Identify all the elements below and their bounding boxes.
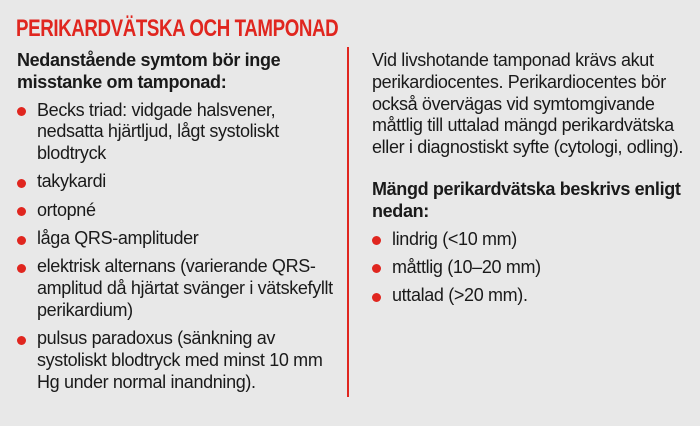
list-item bbox=[372, 257, 692, 279]
list-item-text: Becks triad: vidgade halsvener, nedsatta hjärtljud, lågt systoliskt blodtryck bbox=[37, 99, 279, 164]
list-item-text: lindrig (<10 mm) bbox=[392, 228, 517, 249]
list-item-text: elektrisk alternans (varierande QRS-amplitud då hjärtat svänger i vätskefyllt perikardium) bbox=[37, 256, 333, 320]
list-item bbox=[17, 228, 337, 250]
list-item bbox=[17, 100, 337, 165]
bullet-dot-icon bbox=[17, 107, 26, 116]
treatment-paragraph: Vid livshotande tamponad krävs akut perikardiocentes. Perikardiocentes bör också övervägas vid symtomgivande måttlig till uttalad mängd perikardvätska eller i diagnostiskt syfte (cytologi, odling). bbox=[372, 50, 684, 158]
bullet-dot-icon bbox=[372, 236, 381, 245]
box-title: PERIKARDVÄTSKA OCH TAMPONAD bbox=[16, 15, 339, 42]
list-item-text: uttalad (>20 mm). bbox=[392, 285, 528, 306]
bullet-dot-icon bbox=[372, 264, 381, 273]
list-item bbox=[17, 328, 337, 393]
bullet-dot-icon bbox=[17, 207, 26, 216]
volume-list bbox=[372, 229, 692, 307]
list-item bbox=[372, 229, 692, 251]
symptoms-lead: Nedanstående symtom bör inge misstanke om tamponad: bbox=[17, 50, 281, 92]
list-item-text: pulsus paradoxus (sänkning av systoliskt blodtryck med minst 10 mm Hg under normal inandning). bbox=[37, 328, 323, 392]
list-item bbox=[17, 171, 337, 193]
column-divider bbox=[347, 47, 349, 397]
left-column bbox=[17, 50, 337, 400]
bullet-dot-icon bbox=[17, 264, 26, 273]
list-item-text: ortopné bbox=[37, 199, 96, 220]
list-item-text: låga QRS-amplituder bbox=[37, 228, 199, 249]
list-item-text: takykardi bbox=[37, 171, 106, 192]
list-item bbox=[17, 256, 337, 321]
bullet-dot-icon bbox=[17, 179, 26, 188]
bullet-dot-icon bbox=[17, 236, 26, 245]
spacer bbox=[372, 159, 692, 179]
bullet-dot-icon bbox=[372, 293, 381, 302]
symptom-list bbox=[17, 100, 337, 394]
list-item bbox=[372, 285, 692, 307]
volume-lead: Mängd perikardvätska beskrivs enligt nedan: bbox=[372, 178, 681, 221]
list-item-text: måttlig (10–20 mm) bbox=[392, 256, 541, 277]
list-item bbox=[17, 200, 337, 222]
right-column bbox=[372, 50, 692, 313]
bullet-dot-icon bbox=[17, 336, 26, 345]
